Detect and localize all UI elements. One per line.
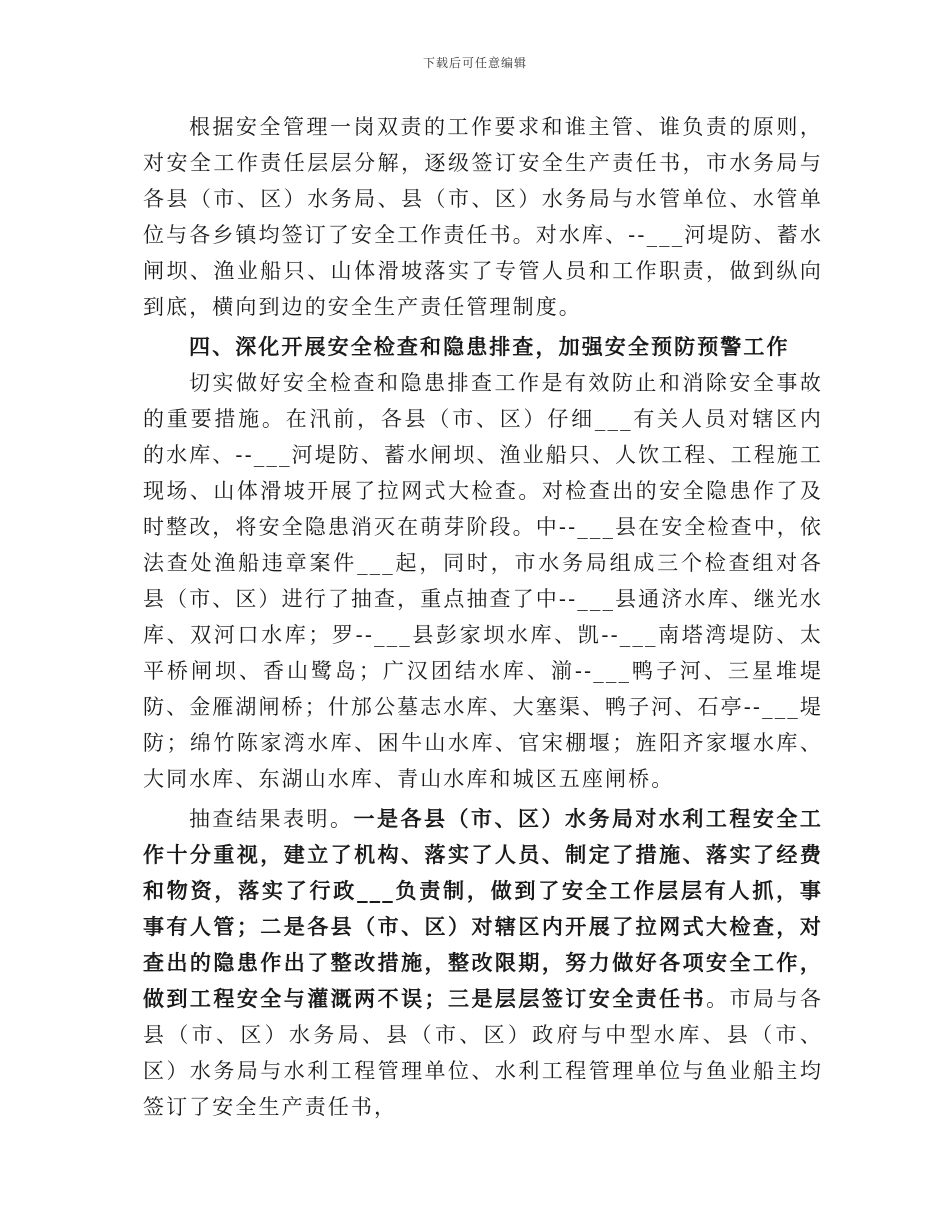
- results-rest: 。市局与各县（市、区）水务局、县（市、区）政府与中型水库、县（市、区）水务局与水利工程管理单位、水利工程管理单位与鱼业船主均签订了安全生产责任书，: [143, 987, 824, 1119]
- paragraph-inspection: 切实做好安全检查和隐患排查工作是有效防止和消除安全事故的重要措施。在汛前，各县（市、区）仔细___有关人员对辖区内的水库、--___河堤防、蓄水闸坝、渔业船只、人饮工程、工程施工现场、山体滑坡开展了拉网式大检查。对检查出的安全隐患作了及时整改，将安全隐患消灭在萌芽阶段。中--___县在安全检查中，依法查处渔船违章案件___起，同时，市水务局组成三个检查组对各县（市、区）进行了抽查，重点抽查了中--___县通济水库、继光水库、双河口水库；罗--___县彭家坝水库、凯--___南塔湾堤防、太平桥闸坝、香山鹭岛；广汉团结水库、湔--___鸭子河、三星堆堤防、金雁湖闸桥；什邡公墓志水库、大塞渠、鸭子河、石亭--___堤防；绵竹陈家湾水库、困牛山水库、官宋棚堰；旌阳齐家堰水库、大同水库、东湖山水库、青山水库和城区五座闸桥。: [143, 371, 823, 791]
- section-heading: 四、深化开展安全检查和隐患排查，加强安全预防预警工作: [189, 334, 790, 359]
- page-header: 下载后可任意编辑: [422, 56, 527, 70]
- document-body: [143, 109, 823, 1125]
- results-intro: 抽查结果表明。: [189, 807, 354, 831]
- paragraph-responsibility: 根据安全管理一岗双责的工作要求和谁主管、谁负责的原则，对安全工作责任层层分解，逐级签订安全生产责任书，市水务局与各县（市、区）水务局、县（市、区）水务局与水管单位、水管单位与各乡镇均签订了安全工作责任书。对水库、--___河堤防、蓄水闸坝、渔业船只、山体滑坡落实了专管人员和工作职责，做到纵向到底，横向到边的安全生产责任管理制度。: [143, 115, 823, 319]
- paragraph-results: [143, 801, 823, 1125]
- results-bold: 一是各县（市、区）水务局对水利工程安全工作十分重视，建立了机构、落实了人员、制定了措施、落实了经费和物资，落实了行政___负责制，做到了安全工作层层有人抓，事事有人管；二是各县（市、区）对辖区内开展了拉网式大检查，对查出的隐患作出了整改措施，整改限期，努力做好各项安全工作，做到工程安全与灌溉两不误；三是层层签订安全责任书: [143, 806, 824, 1011]
